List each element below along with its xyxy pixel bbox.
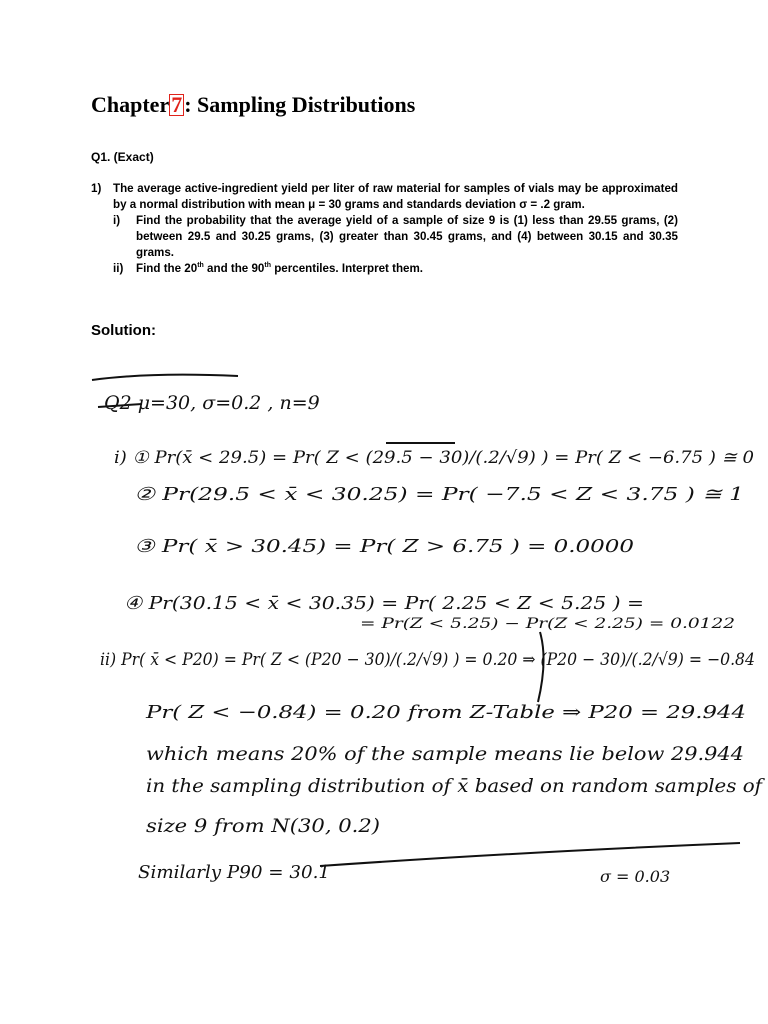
handwritten-line: Pr( Z < −0.84) = 0.20 from Z-Table ⇒ P20 = 29.944 xyxy=(144,702,747,723)
divider-stroke xyxy=(320,843,740,866)
problem-item-text: The average active-ingredient yield per liter of raw material for samples of vials may be approximated by a normal distribution with mean μ = 30 grams and standards deviation σ = .2 gram. xyxy=(113,182,678,211)
subpart-ii-superscript-2: th xyxy=(264,262,271,270)
subpart-ii-text-part-3: percentiles. Interpret them. xyxy=(270,262,424,275)
subpart-ii-text-part-2: and the 90 xyxy=(203,262,265,275)
subpart-i-label: i) xyxy=(113,214,121,227)
subpart-ii-superscript-1: th xyxy=(197,262,204,270)
handwritten-line: ② Pr(29.5 < x̄ < 30.25) = Pr( −7.5 < Z < 3.75 ) ≅ 1 xyxy=(134,484,744,505)
solution-heading: Solution: xyxy=(91,322,156,339)
subpart-i-text: Find the probability that the average yield of a sample of size 9 is (1) less than 29.55 grams, (2) between 29.5 and 30.25 grams, (3) greater than 30.45 grams, and (4) between 30.15 and 30.35 grams. xyxy=(136,214,678,259)
handwritten-line: σ = 0.03 xyxy=(600,867,671,886)
handwritten-line: ④ Pr(30.15 < x̄ < 30.35) = Pr( 2.25 < Z < 5.25 ) = xyxy=(124,593,644,614)
underline-stroke xyxy=(92,375,238,380)
subpart-ii-text-part-1: Find the 20 xyxy=(136,262,198,275)
handwritten-line: ii) Pr( x̄ < P20) = Pr( Z < (P20 − 30)/(.2/√9) ) = 0.20 ⇒ (P20 − 30)/(.2/√9) = −0.84 xyxy=(100,650,755,670)
problem-item-number: 1) xyxy=(91,182,102,195)
handwritten-line: size 9 from N(30, 0.2) xyxy=(146,815,380,837)
chapter-title-text: : Sampling Distributions xyxy=(184,92,416,117)
chapter-prefix: Chapter xyxy=(91,92,170,117)
handwritten-line: i) ① Pr(x̄ < 29.5) = Pr( Z < (29.5 − 30)/(.2/√9) ) = Pr( Z < −6.75 ) ≅ 0 xyxy=(114,448,755,468)
handwritten-line: in the sampling distribution of x̄ based on random samples of xyxy=(146,775,766,797)
handwritten-line: which means 20% of the sample means lie below 29.944 xyxy=(146,743,744,765)
handwritten-line: Similarly P90 = 30.1 xyxy=(138,862,330,883)
handwritten-line: Q2 μ=30, σ=0.2 , n=9 xyxy=(104,392,320,414)
handwritten-line: = Pr(Z < 5.25) − Pr(Z < 2.25) = 0.0122 xyxy=(360,616,736,632)
handwritten-line: ③ Pr( x̄ > 30.45) = Pr( Z > 6.75 ) = 0.0000 xyxy=(134,536,634,557)
chapter-number-box: 7 xyxy=(171,92,183,117)
question-heading: Q1. (Exact) xyxy=(91,150,154,164)
subpart-ii-label: ii) xyxy=(113,262,124,275)
